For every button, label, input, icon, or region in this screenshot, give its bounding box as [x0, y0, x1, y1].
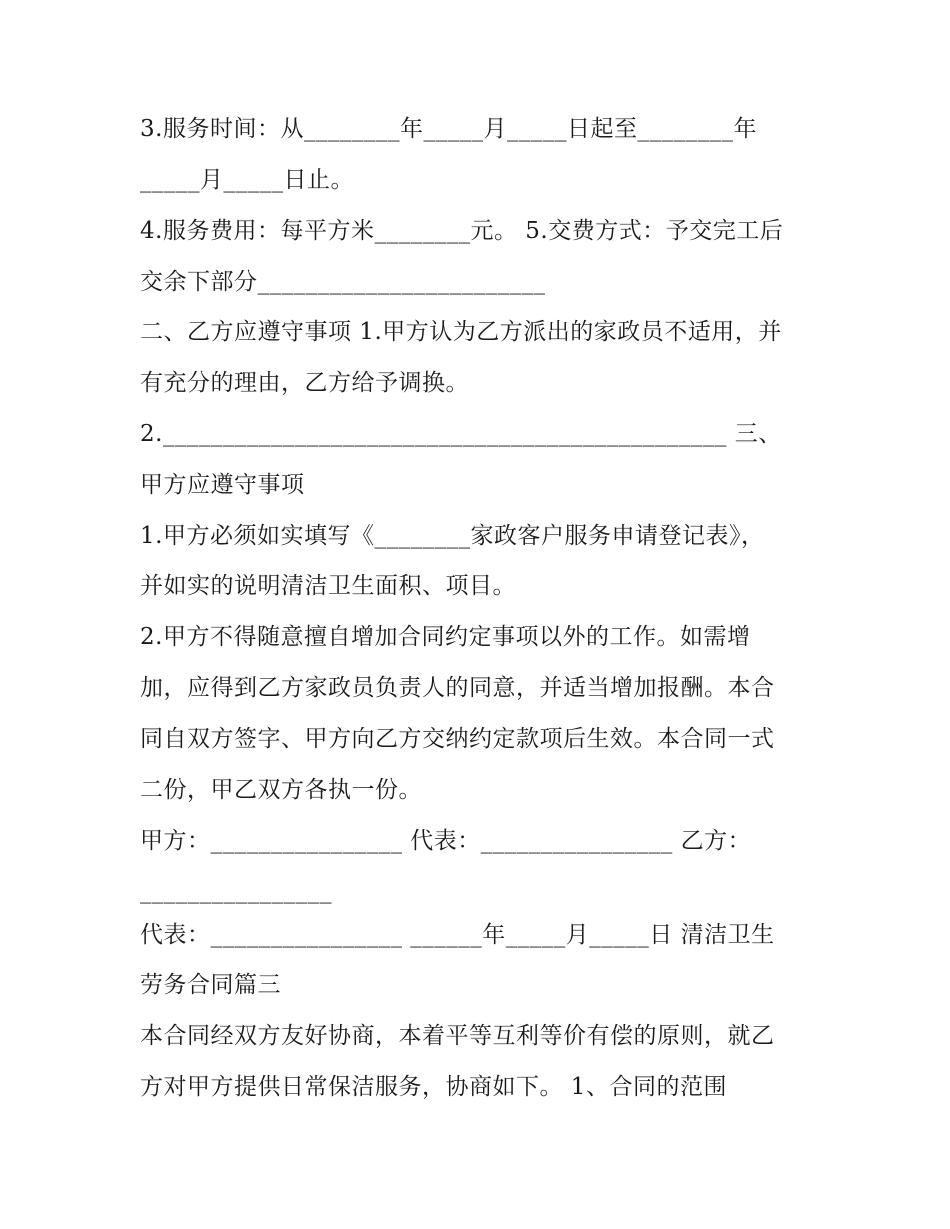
text-line: 1.甲方必须如实填写《________家政客户服务申请登记表》， [140, 523, 765, 549]
text-line: 有充分的理由，乙方给予调换。 [140, 370, 469, 396]
text-line: 劳务合同篇三 [140, 972, 281, 998]
text-line: 并如实的说明清洁卫生面积、项目。 [140, 573, 516, 599]
text-line: _____月_____日止。 [140, 167, 354, 193]
text-line: 甲方应遵守事项 [140, 472, 305, 498]
text-line: 3.服务时间：从________年_____月_____日起至________年 [140, 116, 757, 142]
text-line: 本合同经双方友好协商，本着平等互利等价有偿的原则，就乙 [140, 1023, 775, 1049]
text-line: 二份，甲乙双方各执一份。 [140, 777, 422, 803]
text-line: 同自双方签字、甲方向乙方交纳约定款项后生效。本合同一式 [140, 726, 775, 752]
text-line: 甲方：________________ 代表：________________ 乙方： [140, 828, 752, 854]
text-line: 二、乙方应遵守事项 1.甲方认为乙方派出的家政员不适用，并 [140, 319, 782, 345]
text-line: 代表：________________ ______年_____月_____日 清洁卫生 [140, 922, 775, 948]
text-line: 2._______________________________________________ 三、 [140, 421, 782, 447]
text-line: ________________ [140, 878, 332, 904]
text-line: 2.甲方不得随意擅自增加合同约定事项以外的工作。如需增 [140, 624, 751, 650]
text-line: 方对甲方提供日常保洁服务，协商如下。 1、合同的范围 [140, 1074, 727, 1100]
text-line: 加，应得到乙方家政员负责人的同意，并适当增加报酬。本合 [140, 675, 775, 701]
text-line: 交余下部分________________________ [140, 269, 546, 295]
text-line: 4.服务费用：每平方米________元。 5.交费方式：予交完工后 [140, 218, 784, 244]
